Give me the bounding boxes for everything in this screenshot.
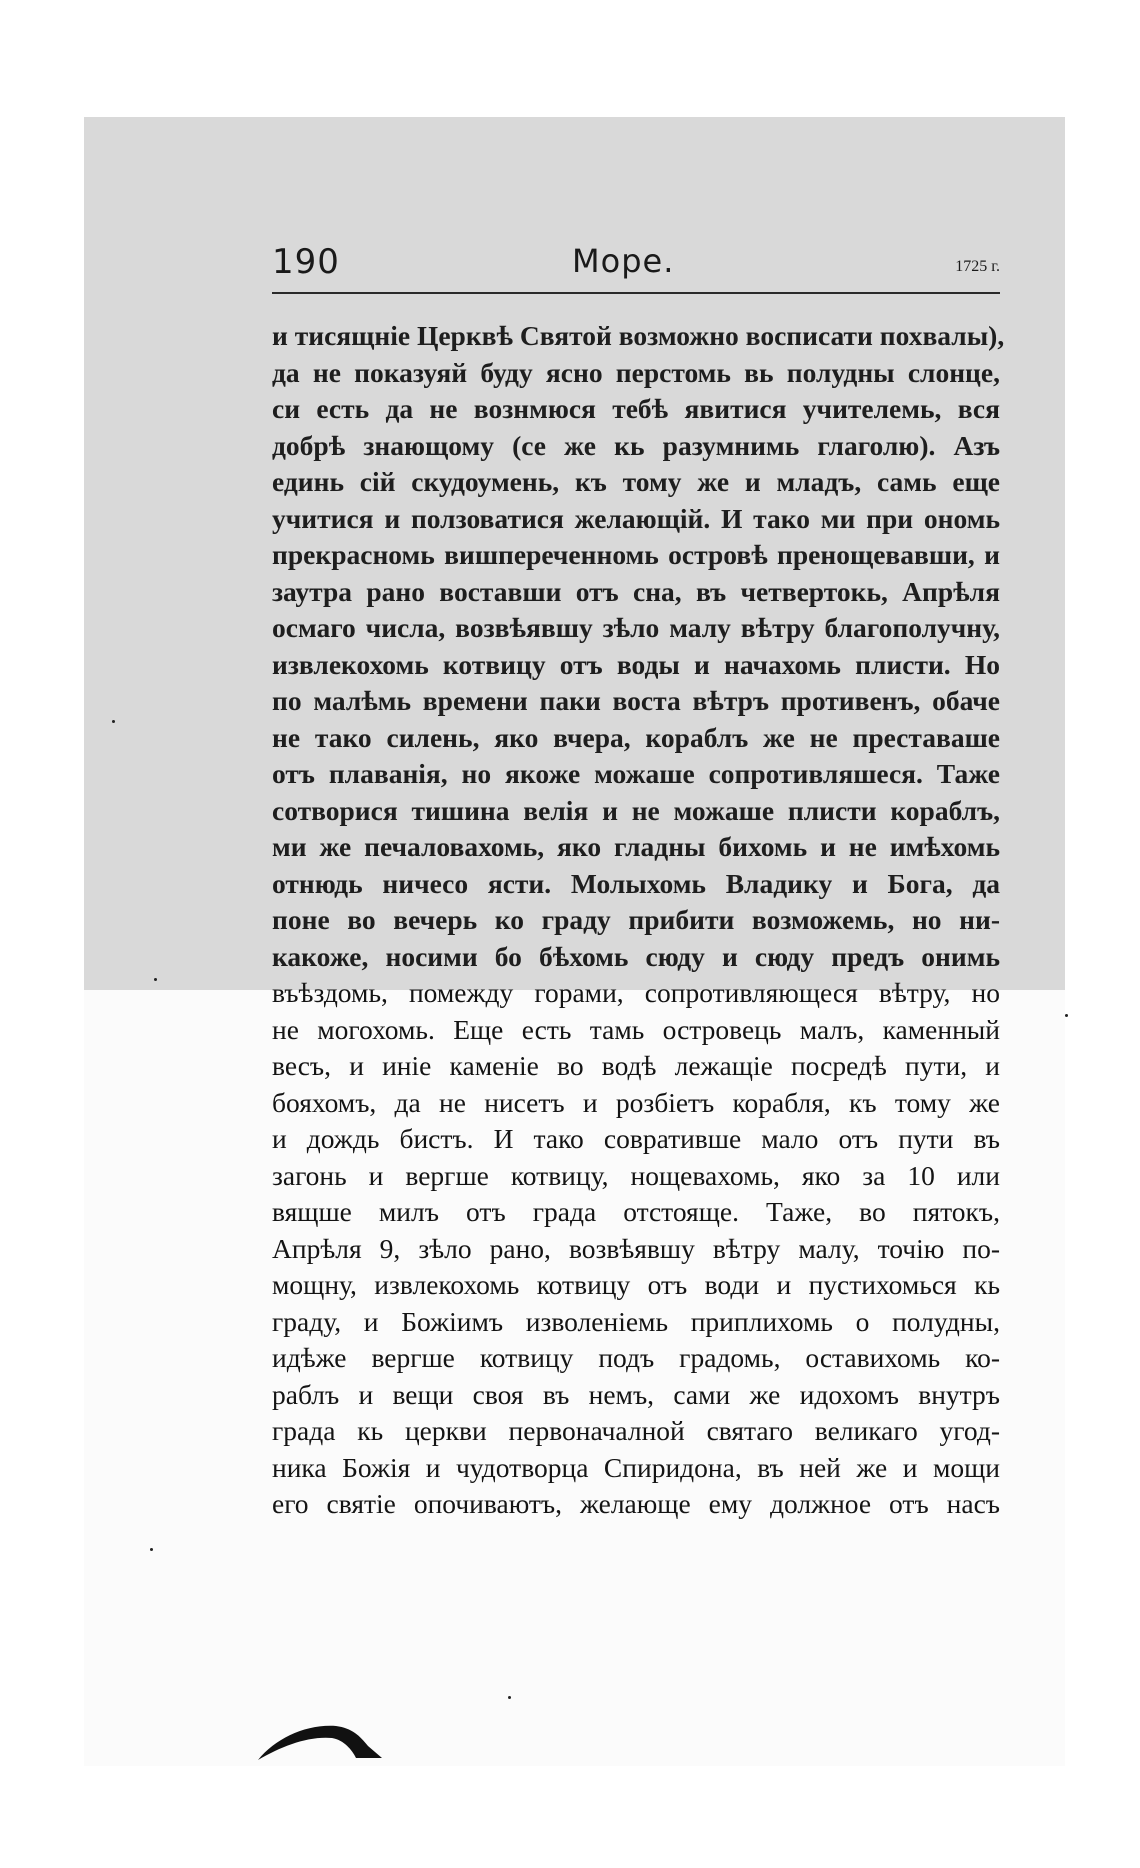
page-number: 190 <box>272 242 340 282</box>
text-line: Апрѣля 9, зѣло рано, возвѣявшу вѣтру малу, точію по- <box>272 1232 1000 1264</box>
text-line: осмаго числа, возвѣявшу зѣло малу вѣтру благополучну, <box>272 612 1000 643</box>
text-line: и тисящніе Церквѣ Святой возможно восписати похвалы), <box>272 320 1005 351</box>
text-line: вящше милъ отъ града отстояще. Таже, во пятокъ, <box>272 1196 1000 1227</box>
text-line: и дождь бистъ. И тако совратившe мало отъ пути въ <box>272 1123 1000 1154</box>
text-line: си есть да не вознмюся тебѣ явитися учителемь, вся <box>272 393 1000 424</box>
tailpiece-swash-icon <box>256 1702 386 1762</box>
scan-speck <box>1065 1014 1068 1017</box>
text-line: извлекохомь котвицу отъ воды и начахомь плисти. Но <box>272 648 1000 680</box>
text-line: заутра рано воставши отъ сна, въ четвертокь, Апрѣля <box>272 575 1000 607</box>
text-line: сотворися тишина велія и не можаше плисти кораблъ, <box>272 794 1000 826</box>
text-line: по малѣмь времени паки воста вѣтръ противенъ, обаче <box>272 685 1000 716</box>
body-text <box>272 318 1005 1523</box>
text-line: единь сій скудоумень, къ тому же и младъ, самь еще <box>272 466 1000 497</box>
text-line: отнюдь ничесо ясти. Молыхомь Владику и Бога, да <box>272 867 1000 899</box>
text-line: какоже, носими бо бѣхомь сюду и сюду предъ онимь <box>272 940 1000 972</box>
scan-speck <box>154 978 157 981</box>
scan-speck <box>112 720 115 723</box>
text-line: ника Божія и чудотворца Спиридона, въ ней же и мощи <box>272 1451 1000 1483</box>
text-line: ми же печаловахомь, яко гладны бихомь и не имѣхомь <box>272 831 1000 862</box>
text-line: не тако силень, яко вчера, кораблъ же не преставаше <box>272 721 1000 753</box>
text-line: да не показуяй буду ясно перстомь вь полудны слонце, <box>272 356 1000 388</box>
text-line: раблъ и вещи своя въ немъ, сами же идохомъ внутръ <box>272 1378 1000 1410</box>
text-line: мощну, извлекохомь котвицу отъ води и пустихомься кь <box>272 1269 1000 1300</box>
running-header <box>272 240 1000 294</box>
text-line: весъ, и иніе каменіе во водѣ лежащіе посредѣ пути, и <box>272 1050 1000 1081</box>
text-line: бояхомъ, да не нисетъ и розбіетъ корабля, къ тому же <box>272 1086 1000 1118</box>
text-line: прекрасномь вишпереченномь островѣ пренощевавши, и <box>272 539 1000 570</box>
text-line: поне во вечерь ко граду прибити возможемь, но ни- <box>272 904 1000 935</box>
text-line: отъ плаванія, но якоже можаше сопротивляшеся. Таже <box>272 758 1000 789</box>
text-line: идѣже вергше котвицу подъ градомь, оставихомь ко- <box>272 1342 1000 1373</box>
text-line: добрѣ знающому (се же кь разумнимь глаголю). Азъ <box>272 429 1000 461</box>
text-line: учитися и ползоватися желающій. И тако ми при ономь <box>272 502 1000 534</box>
scan-speck <box>508 1696 511 1699</box>
text-line: не могохомь. Еще есть тамь островець малъ, каменный <box>272 1013 1000 1045</box>
running-title: Море. <box>572 242 675 280</box>
text-line: загонь и вергше котвицу, нощевахомь, яко за 10 или <box>272 1159 1000 1191</box>
header-year: 1725 г. <box>955 258 1000 275</box>
text-line: въѣздомь, помежду горами, сопротивляющеся вѣтру, но <box>272 977 1000 1008</box>
scan-speck <box>150 1548 153 1551</box>
text-line: града кь церкви первоначалной святаго великаго угод- <box>272 1415 1000 1446</box>
text-line: его святіе опочиваютъ, желающе ему должное отъ насъ <box>272 1488 1000 1519</box>
text-line: граду, и Божіимъ изволеніемь приплихомь о полудны, <box>272 1305 1000 1337</box>
